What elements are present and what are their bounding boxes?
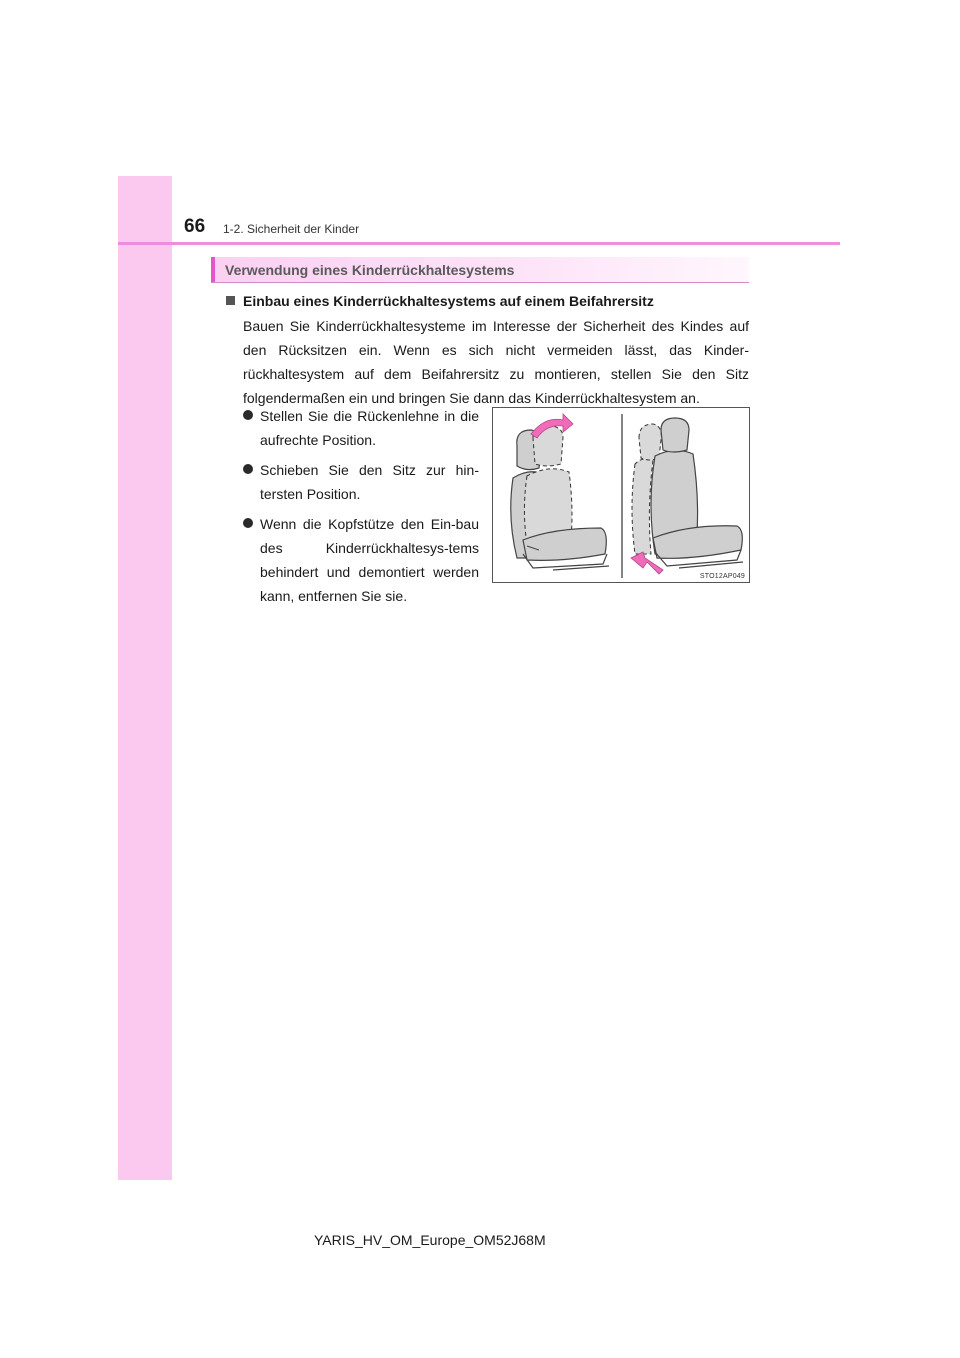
section-heading [211, 257, 749, 283]
list-item [243, 404, 479, 452]
subsection-title: Einbau eines Kinderrückhaltesystems auf einem Beifahrersitz [243, 293, 654, 309]
subsection-heading [226, 293, 654, 309]
instruction-list [243, 404, 479, 614]
chapter-tab-bar [118, 176, 172, 1180]
body-paragraph: Bauen Sie Kinderrückhaltesysteme im Interesse der Sicherheit des Kindes auf den Rücksitzen ein. Wenn es sich nicht vermeiden lässt, das Kinder-rückhaltesystem auf dem Beifahrersitz zu montieren, stellen Sie den Sitz folgendermaßen ein und bringen Sie dann das Kinderrückhaltesystem an. [243, 318, 749, 406]
list-item [243, 512, 479, 608]
square-bullet-icon [226, 296, 235, 305]
list-item-text: Wenn die Kopfstütze den Ein-bau des Kinderrückhaltesys-tems behindert und demontiert werden kann, entfernen Sie sie. [260, 516, 479, 604]
footer-doc-id: YARIS_HV_OM_Europe_OM52J68M [314, 1232, 546, 1248]
list-item-text: Schieben Sie den Sitz zur hin-tersten Position. [260, 462, 479, 502]
seat-rearmost-drawing [631, 418, 743, 574]
list-item [243, 458, 479, 506]
bullet-dot-icon [243, 464, 253, 474]
figure-code: STO12AP049 [699, 573, 745, 580]
breadcrumb: 1-2. Sicherheit der Kinder [223, 222, 360, 236]
bullet-dot-icon [243, 518, 253, 528]
bullet-dot-icon [243, 410, 253, 420]
section-marker [211, 257, 215, 282]
seat-illustration [492, 407, 750, 583]
seat-illustration-svg [493, 408, 751, 584]
list-item-text: Stellen Sie die Rückenlehne in die aufrechte Position. [260, 408, 479, 448]
page-number: 66 [184, 216, 206, 237]
header-divider [118, 242, 840, 245]
seat-upright-drawing [511, 414, 609, 570]
section-title: Verwendung eines Kinderrückhaltesystems [225, 262, 515, 278]
